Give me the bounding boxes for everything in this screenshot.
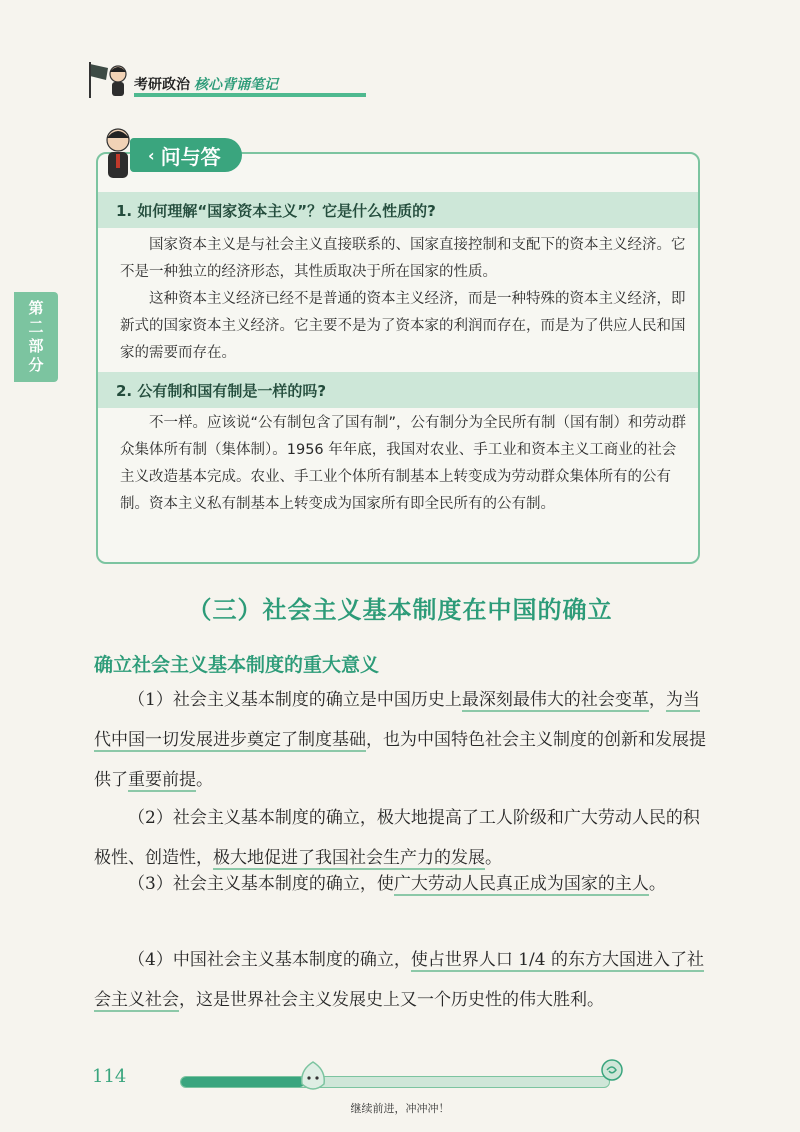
brand-main: 考研政治 bbox=[134, 77, 190, 93]
qa-answer-paragraph: 国家资本主义是与社会主义直接联系的、国家直接控制和支配下的资本主义经济。它不是一种独立的经济形态，其性质取决于所在国家的性质。 bbox=[120, 237, 686, 280]
highlight-text: 制度基础 bbox=[298, 730, 366, 750]
qa-answer-paragraph: 不一样。应该说“公有制包含了国有制”，公有制分为全民所有制（国有制）和劳动群众集体所有制（集体制）。1956 年年底，我国对农业、手工业和资本主义工商业的社会主义改造基本完成。农业、手工业个体所有制基本上转变成为劳动群众集体所有的公有制。资本主义私有制基本上转变成为国家所有即全民所有的公有制。 bbox=[120, 415, 687, 512]
highlight-text: 使占世界人口 1/4 的东方大国进入了社会主义社会 bbox=[94, 950, 704, 1010]
point-text: ， bbox=[648, 690, 666, 710]
highlight-text: 重要前提 bbox=[128, 770, 196, 790]
side-tab-char: 二 bbox=[28, 318, 44, 336]
page-number: 114 bbox=[92, 1066, 127, 1087]
qa-question-1: 1. 如何理解“国家资本主义”？它是什么性质的? bbox=[98, 192, 698, 228]
highlight-text: 最深刻最伟大的社会变革 bbox=[461, 690, 649, 710]
point-text: 。 bbox=[196, 770, 213, 790]
brand-title bbox=[134, 74, 278, 94]
qa-badge-label: 问与答 bbox=[160, 144, 221, 169]
mascot-blob-icon bbox=[296, 1060, 330, 1094]
part-side-tab bbox=[14, 292, 58, 382]
point-text: 。 bbox=[485, 848, 502, 868]
point-4 bbox=[94, 940, 710, 1020]
point-text: 。 bbox=[648, 874, 666, 894]
point-text: （3）社会主义基本制度的确立，使 bbox=[128, 874, 394, 894]
side-tab-char: 第 bbox=[28, 299, 44, 317]
footer-slogan: 继续前进，冲冲冲！ bbox=[350, 1102, 450, 1115]
chevron-left-icon: ‹ bbox=[148, 145, 155, 165]
point-text: （2）社会主义基本制度的确立，极大地提高了工人阶级和广大劳动人民的积极性、创造性， bbox=[94, 808, 700, 868]
reading-progress-bar bbox=[180, 1076, 610, 1088]
point-text: ，这是世界社会主义发展史上又一个历史性的伟大胜利。 bbox=[179, 990, 604, 1010]
page-header bbox=[88, 60, 388, 100]
point-1 bbox=[94, 680, 710, 800]
progress-fill bbox=[181, 1077, 305, 1087]
qa-answer-paragraph: 这种资本主义经济已经不是普通的资本主义经济，而是一种特殊的资本主义经济，即新式的国家资本主义经济。它主要不是为了资本家的利润而存在，而是为了供应人民和国家的需要而存在。 bbox=[120, 291, 686, 361]
section-subhead: 确立社会主义基本制度的重大意义 bbox=[94, 654, 380, 676]
side-tab-char: 部 bbox=[28, 337, 44, 355]
point-text: （1）社会主义基本制度的确立是中国历史上 bbox=[128, 690, 462, 710]
mascot-flag-icon bbox=[88, 60, 130, 100]
side-tab-char: 分 bbox=[28, 356, 44, 374]
point-3 bbox=[94, 864, 710, 904]
highlight-text: 广大劳动人民真正成为国家的主人 bbox=[393, 874, 649, 894]
highlight-text: 极大地促进了我国社会生产力的发展 bbox=[213, 848, 485, 868]
brand-underline bbox=[134, 93, 366, 97]
qa-badge bbox=[130, 138, 242, 172]
qa-question-2: 2. 公有制和国有制是一样的吗? bbox=[98, 372, 698, 408]
section-title: （三）社会主义基本制度在中国的确立 bbox=[187, 596, 613, 624]
point-text: ，也为中国特色社会主义制度的创新和发展提供了 bbox=[94, 730, 706, 790]
point-text: （4）中国社会主义基本制度的确立， bbox=[128, 950, 411, 970]
brand-accent: 核心背诵笔记 bbox=[194, 77, 278, 93]
swirl-bulb-icon bbox=[598, 1058, 626, 1086]
highlight-text: 为当代中国一切发展进步奠定了 bbox=[94, 690, 700, 750]
